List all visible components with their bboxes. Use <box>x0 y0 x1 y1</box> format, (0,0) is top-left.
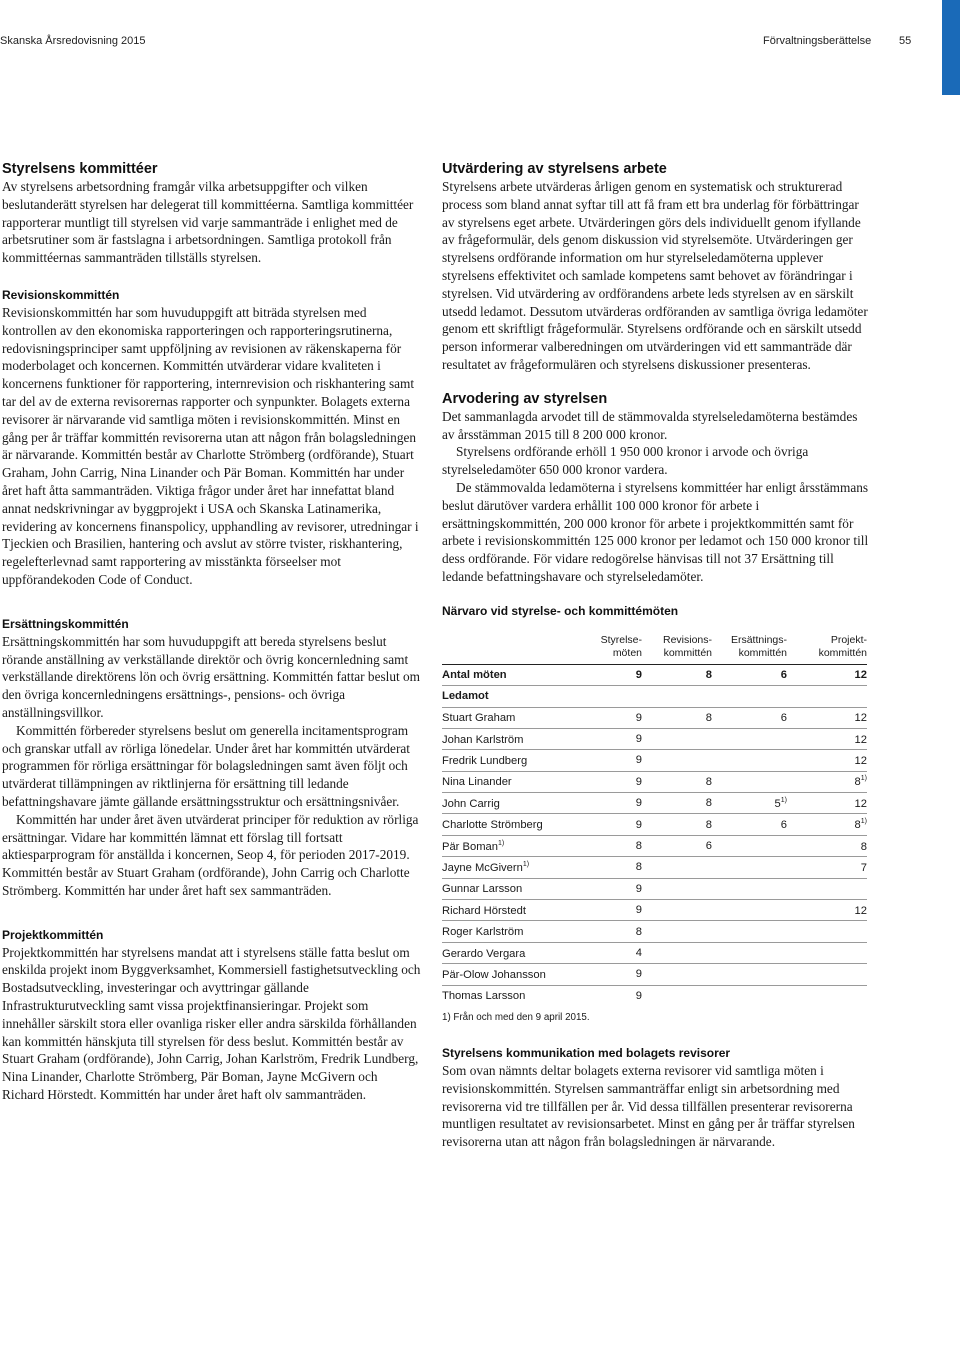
member-name-value: Stuart Graham <box>442 712 516 725</box>
attendance-compensation <box>712 728 787 749</box>
attendance-audit <box>642 814 712 835</box>
attendance-board <box>592 771 642 792</box>
fees-text-2: Styrelsens ordförande erhöll 1 950 000 kronor i arvode och övriga styrelseledamöter 650 000 kronor vardera. <box>442 444 809 478</box>
table-row <box>442 942 867 963</box>
attendance-compensation <box>712 964 787 985</box>
attendance-board <box>592 900 642 921</box>
attendance-audit-value: 8 <box>705 818 712 831</box>
attendance-board-value: 8 <box>635 861 642 874</box>
member-name-value: Gunnar Larsson <box>442 883 523 896</box>
attendance-project-value: 8 <box>854 819 861 832</box>
attendance-compensation <box>712 985 787 1006</box>
header-board-label: Styrelse- möten <box>600 633 642 659</box>
attendance-board-value: 9 <box>635 968 642 981</box>
committees-heading: Styrelsens kommittéer <box>2 161 158 177</box>
attendance-project <box>787 835 867 856</box>
header-project-label: Projekt- kommittén <box>818 633 867 659</box>
attendance-compensation <box>712 707 787 728</box>
attendance-compensation-value: 6 <box>780 819 787 832</box>
attendance-board <box>592 878 642 899</box>
attendance-project <box>787 985 867 1006</box>
table-row <box>442 835 867 856</box>
left-column <box>2 160 422 1104</box>
table-row <box>442 750 867 771</box>
attendance-project-value: 12 <box>854 797 867 810</box>
member-name <box>442 964 592 985</box>
attendance-board <box>592 985 642 1006</box>
attendance-audit-value: 8 <box>705 797 712 810</box>
table-row <box>442 985 867 1006</box>
attendance-board <box>592 707 642 728</box>
attendance-project-value: 8 <box>854 776 861 789</box>
attendance-audit <box>642 793 712 814</box>
attendance-compensation-value: 5 <box>774 797 781 810</box>
header-compensation-label: Ersättnings- kommittén <box>730 633 787 659</box>
attendance-audit <box>642 921 712 942</box>
attendance-project <box>787 878 867 899</box>
attendance-project <box>787 900 867 921</box>
table-header-board <box>592 634 642 665</box>
member-name <box>442 878 592 899</box>
attendance-board-value: 9 <box>635 882 642 895</box>
attendance-project <box>787 750 867 771</box>
compensation-text-2: Kommittén förbereder styrelsens beslut om generella incitamentsprogram och granskar utfall av rörliga lönedelar. Under året har kommittén utvärderat programmen för rörliga ersättningar för bolagsledningen samt även följt och utvärderat tillämpningen av riktlinjerna för ersättning till ledande befattningshavare jämte gällande ersättningsstruktur och ersättningsnivåer. <box>2 722 410 809</box>
attendance-project <box>787 814 867 835</box>
compensation-committee-heading: Ersättningskommittén <box>2 616 129 631</box>
member-name <box>442 750 592 771</box>
member-name-value: Jayne McGivern <box>442 861 523 874</box>
attendance-compensation <box>712 878 787 899</box>
attendance-audit-value: 8 <box>705 711 712 724</box>
attendance-audit-value: 8 <box>705 775 712 788</box>
meetings-project: 12 <box>787 664 867 685</box>
attendance-board-value: 8 <box>635 840 642 853</box>
attendance-board-value: 9 <box>635 754 642 767</box>
attendance-board <box>592 835 642 856</box>
right-column <box>442 160 872 1151</box>
member-name-value: Richard Hörstedt <box>442 904 526 917</box>
meetings-audit: 8 <box>642 664 712 685</box>
member-name-value: Nina Linander <box>442 776 512 789</box>
attendance-board <box>592 921 642 942</box>
attendance-audit <box>642 835 712 856</box>
member-name <box>442 814 592 835</box>
table-row <box>442 921 867 942</box>
attendance-board-value: 9 <box>635 797 642 810</box>
attendance-project-value: 8 <box>860 840 867 853</box>
member-label-row <box>442 686 867 707</box>
footnote-marker: 1) <box>780 796 787 804</box>
attendance-board-value: 9 <box>635 989 642 1002</box>
member-name-value: Gerardo Vergara <box>442 947 526 960</box>
attendance-board-value: 4 <box>635 947 642 959</box>
table-footnote: 1) Från och med den 9 april 2015. <box>442 1011 590 1023</box>
attendance-project-value: 7 <box>860 861 867 874</box>
project-committee-text: Projektkommittén har styrelsens mandat att i styrelsens ställe fatta beslut om enskilda projekt inom Byggverksamhet, Kommersiell fastighetsutveckling och Bostadsutveckling, investeringar och avyttringar gällande Infrastrukturutveckling samt vissa projektfinansieringar. Projekt som innehåller särskilt stora eller ovanliga risker eller andra särskilda förhållanden kan kommittén hänskjuta till styrelsen för dess beslut. Kommittén består av Stuart Graham (ordförande), John Carrig, Johan Karlström, Fredrik Lundberg, Nina Linander, Charlotte Strömberg, Pär Boman, Jayne McGivern och Richard Hörstedt. Kommittén har under året haft olv sammanträden. <box>2 944 421 1103</box>
meetings-count-row <box>442 664 867 685</box>
attendance-board <box>592 814 642 835</box>
table-row <box>442 814 867 835</box>
attendance-board <box>592 793 642 814</box>
attendance-board-value: 8 <box>635 925 642 938</box>
attendance-project-value: 12 <box>854 733 867 746</box>
attendance-board-value: 9 <box>635 711 642 724</box>
attendance-compensation <box>712 942 787 963</box>
page-number: 55 <box>899 35 912 47</box>
fees-heading: Arvodering av styrelsen <box>442 390 608 407</box>
member-name <box>442 900 592 921</box>
member-name <box>442 857 592 878</box>
audit-committee-text: Revisionskommittén har som huvuduppgift att biträda styrelsen med kontrollen av den ekonomiska rapporteringen och rapporteringsrutinerna, redovisningsprinciper samt uppföljning av revisionen av räkenskaperna för moderbolaget och koncernen. Kommittén utvärderar vidare kvaliteten i koncernens funktioner för rapportering, internrevision och riskhantering samt tar del av de externa revisorernas rapporter och synpunkter. Bolagets externa revisorer är närvarande vid samtliga möten i revisionskommittén. Minst en gång per år träffar kommittén revisorerna utan att någon från bolagsledningen är närvarande. Kommittén består av Charlotte Strömberg (ordförande), Stuart Graham, John Carrig, Nina Linander och Pär Boman. Kommittén har under året haft åtta sammanträden. Viktiga frågor under året har innefattat bland annat nedskrivningar av byggprojekt i USA och Skanska Latinamerika, revidering av koncernens finanspolicy, upphandling av revisorer, utredningar i Tjeckien och Brasilien, hantering och avslut av större tvister, riskhantering, regelefterlevnad samt rapportering av misstänkta förseelser mot uppförandekoden Code of Conduct. <box>2 304 419 587</box>
attendance-compensation-value: 6 <box>780 712 787 725</box>
compensation-text-3: Kommittén har under året även utvärderat principer för reduktion av rörliga ersättningar. Vidare har kommittén lämnat ett förslag till fortsatt aktiesparprogram för anställda i koncernen, Seop 4, för perioden 2017-2019. Kommittén består av Stuart Graham (ordförande), John Carrig och Charlotte Strömberg. Kommittén har under året haft sex sammanträden. <box>2 811 419 898</box>
attendance-project <box>787 964 867 985</box>
attendance-audit <box>642 985 712 1006</box>
attendance-compensation <box>712 771 787 792</box>
attendance-board-value: 9 <box>635 904 642 917</box>
attendance-board <box>592 942 642 963</box>
fees-text-3: De stämmovalda ledamöterna i styrelsens kommittéer har enligt årsstämmans beslut därutöver vardera erhållit 100 000 kronor för arbete i ersättningskommittén, 200 000 kronor för arbete i projektkommittén samt för arbete i revisionskommittén 125 000 kronor per ledamot och 150 000 kronor till dess ordförande. För vidare redogörelse hänvisas till not 37 Ersättning till ledande befattningshavare och styrelseledamöter. <box>442 479 869 584</box>
attendance-project-value: 12 <box>854 904 867 917</box>
attendance-compensation <box>712 814 787 835</box>
table-row <box>442 878 867 899</box>
table-header-project <box>787 634 867 665</box>
evaluation-text: Styrelsens arbete utvärderas årligen genom en systematisk och strukturerad process som bland annat syftar till att få fram ett bra underlag för förbättringar av styrelsens eget arbete. Utvärderingen görs dels individuellt genom ifyllande av frågeformulär, dels genom diskussion vid styrelsemöte. Utvärderingen ger styrelsens ordförande information om hur styrelseledamöterna upplever styrelsens effektivitet och samlade kompetens samt behovet av förändringar i styrelsen. Vid utvärdering av ordförandens arbete leds styrelsen av en särskilt utsedd ledamot. Dessutom utvärderas ordföranden av samtliga övriga ledamöter genom ett skriftligt frågeformulär. Styrelsens ordförande och en särskilt utsedd person informerar valberedningen om utvärderingen vid ett sammanträde där resultatet av frågeformulären och styrelsens diskussioner presenteras. <box>442 179 868 372</box>
table-row <box>442 857 867 878</box>
member-name-value: John Carrig <box>442 797 500 810</box>
attendance-board-value: 9 <box>635 818 642 831</box>
committees-text: Av styrelsens arbetsordning framgår vilka arbetsuppgifter och vilken beslutanderätt styrelsen har delegerat till kommittéerna. Samtliga kommittéer rapporterar muntligt till styrelsen vid varje sammanträde i enlighet med de arbetsrutiner som är fastslagna i arbetsordningen. Samtliga protokoll från kommittéernas sammanträden tillställs styrelsen. <box>2 179 414 266</box>
member-name <box>442 771 592 792</box>
meetings-compensation: 6 <box>712 664 787 685</box>
table-header-name <box>442 634 592 665</box>
member-name <box>442 835 592 856</box>
member-name <box>442 793 592 814</box>
table-row <box>442 707 867 728</box>
member-name <box>442 942 592 963</box>
member-name <box>442 921 592 942</box>
attendance-audit <box>642 878 712 899</box>
member-name-value: Pär Boman <box>442 840 498 853</box>
attendance-project-value: 12 <box>854 712 867 725</box>
attendance-board-value: 9 <box>635 775 642 788</box>
member-name-value: Fredrik Lundberg <box>442 754 528 767</box>
attendance-board <box>592 728 642 749</box>
member-name <box>442 985 592 1006</box>
table-row <box>442 793 867 814</box>
attendance-compensation <box>712 835 787 856</box>
attendance-project <box>787 728 867 749</box>
attendance-compensation <box>712 857 787 878</box>
attendance-audit <box>642 707 712 728</box>
section-title: Förvaltningsberättelse <box>763 35 872 47</box>
attendance-project <box>787 771 867 792</box>
attendance-board <box>592 857 642 878</box>
table-row <box>442 964 867 985</box>
attendance-compensation <box>712 900 787 921</box>
attendance-board <box>592 750 642 771</box>
attendance-board <box>592 964 642 985</box>
auditor-communication-text: Som ovan nämnts deltar bolagets externa revisorer vid samtliga möten i revisionskommittén. Styrelsen sammanträffar enligt sin arbetsordning med revisorerna vid tre tillfällen per år. Vid dessa tillfällen presenterar revisorerna muntligen resultatet av revisionsarbetet. Minst en gång per år träffar styrelsen revisorerna utan att någon från bolagsledningen är närvarande. <box>442 1062 855 1150</box>
member-label: Ledamot <box>442 686 592 707</box>
footnote-marker: 1) <box>522 860 530 868</box>
attendance-project <box>787 942 867 963</box>
attendance-audit <box>642 771 712 792</box>
table-row <box>442 728 867 749</box>
footnote-marker: 1) <box>860 818 867 826</box>
audit-committee-heading: Revisionskommittén <box>2 287 120 302</box>
member-name-value: Johan Karlström <box>442 733 524 746</box>
attendance-audit <box>642 900 712 921</box>
attendance-compensation <box>712 750 787 771</box>
auditor-communication-heading: Styrelsens kommunikation med bolagets revisorer <box>442 1045 731 1060</box>
report-title: Skanska Årsredovisning 2015 <box>0 35 146 47</box>
attendance-audit <box>642 857 712 878</box>
table-row <box>442 900 867 921</box>
attendance-board-value: 9 <box>635 733 642 746</box>
attendance-project <box>787 793 867 814</box>
attendance-project <box>787 857 867 878</box>
header-audit-label: Revisions- kommittén <box>662 633 712 659</box>
meetings-board: 9 <box>592 664 642 685</box>
attendance-compensation <box>712 793 787 814</box>
attendance-compensation <box>712 921 787 942</box>
member-name <box>442 728 592 749</box>
compensation-text-1: Ersättningskommittén har som huvuduppgift att bereda styrelsens beslut rörande anställning av verkställande direktör och övrig koncernledning samt verkställande direktörens lön och övrig ersättning. Kommittén fattar beslut om den övriga koncernledningens ersättnings-, pensions- och övriga anställningsvillkor. <box>2 633 421 720</box>
page-header <box>0 0 960 90</box>
member-name <box>442 707 592 728</box>
meetings-label: Antal möten <box>442 664 592 685</box>
member-name-value: Pär-Olow Johansson <box>442 968 546 981</box>
attendance-table-title: Närvaro vid styrelse- och kommittémöten <box>442 603 679 618</box>
attendance-audit <box>642 964 712 985</box>
table-header-compensation <box>712 634 787 665</box>
attendance-audit <box>642 728 712 749</box>
member-name-value: Thomas Larsson <box>442 990 526 1003</box>
accent-bar <box>942 0 960 95</box>
attendance-project <box>787 921 867 942</box>
fees-text-1: Det sammanlagda arvodet till de stämmovalda styrelseledamöterna bestämdes av årsstämman 2015 till 8 200 000 kronor. <box>442 408 858 442</box>
attendance-audit-value: 6 <box>705 840 712 853</box>
table-header-audit <box>642 634 712 665</box>
attendance-audit <box>642 942 712 963</box>
table-header-row <box>442 634 867 665</box>
table-row <box>442 771 867 792</box>
footnote-marker: 1) <box>860 775 867 783</box>
evaluation-heading: Utvärdering av styrelsens arbete <box>442 161 667 177</box>
project-committee-heading: Projektkommittén <box>2 927 104 942</box>
attendance-project-value: 12 <box>854 754 867 767</box>
attendance-table <box>442 634 867 1006</box>
member-name-value: Roger Karlström <box>442 926 524 939</box>
footnote-marker: 1) <box>497 839 505 847</box>
attendance-audit <box>642 750 712 771</box>
attendance-project <box>787 707 867 728</box>
member-name-value: Charlotte Strömberg <box>442 819 543 832</box>
